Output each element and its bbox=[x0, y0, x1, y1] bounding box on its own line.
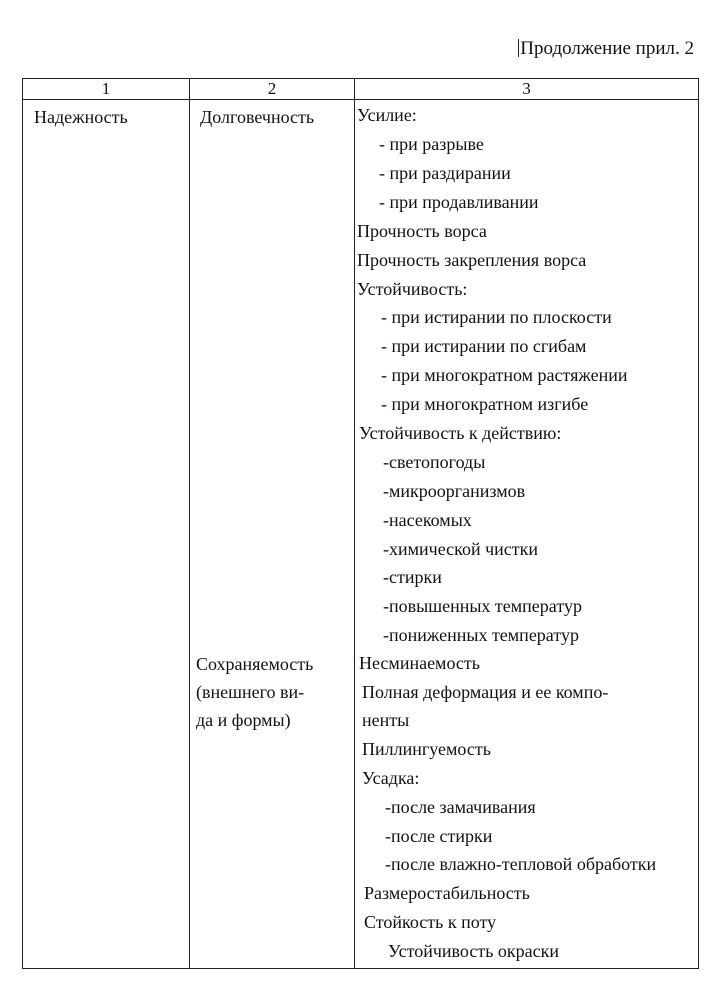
indicator-line: Несминаемость bbox=[359, 653, 480, 673]
column-header-1: 1 bbox=[23, 79, 190, 100]
indicator-line: Стойкость к поту bbox=[364, 912, 497, 932]
group-label: Надежность bbox=[34, 107, 128, 127]
continuation-heading bbox=[518, 38, 694, 60]
indicator-line: Прочность закрепления ворса bbox=[357, 250, 587, 270]
cell-group bbox=[23, 100, 190, 969]
column-header-2: 2 bbox=[190, 79, 355, 100]
subgroup-preservation-line: да и формы) bbox=[196, 710, 291, 730]
indicator-line: - при истирании по сгибам bbox=[381, 336, 587, 356]
indicator-line: -после замачивания bbox=[385, 797, 536, 817]
indicator-line: Устойчивость окраски bbox=[388, 941, 560, 961]
cell-subgroup bbox=[190, 100, 355, 969]
subgroup-durability: Долговечность bbox=[200, 107, 315, 127]
indicator-line: -стирки bbox=[383, 567, 442, 587]
subgroup-preservation-line: Сохраняемость bbox=[196, 654, 314, 674]
indicator-line: -после влажно-тепловой обработки bbox=[385, 854, 657, 874]
indicator-line: Пиллингуемость bbox=[362, 739, 491, 759]
indicator-line: -микроорганизмов bbox=[383, 481, 526, 501]
indicator-line: Прочность ворса bbox=[357, 221, 487, 241]
subgroup-preservation bbox=[196, 650, 313, 734]
indicator-line: -насекомых bbox=[383, 510, 472, 530]
indicator-line: - при многократном растяжении bbox=[381, 365, 628, 385]
heading-text: Продолжение прил. 2 bbox=[520, 38, 694, 59]
indicator-line: - при истирании по плоскости bbox=[381, 307, 612, 327]
indicator-line: - при раздирании bbox=[379, 163, 511, 183]
indicator-line: -химической чистки bbox=[383, 539, 539, 559]
indicator-line: -после стирки bbox=[385, 826, 493, 846]
table-header-row bbox=[23, 79, 699, 100]
column-header-3: 3 bbox=[355, 79, 699, 100]
indicator-line: - при продавливании bbox=[379, 192, 539, 212]
indicator-line: Устойчивость к действию: bbox=[359, 423, 562, 443]
indicator-line: Размеростабильность bbox=[364, 883, 530, 903]
indicator-line: -пониженных температур bbox=[383, 625, 579, 645]
indicator-line: Полная деформация и ее компо- bbox=[362, 682, 609, 702]
subgroup-preservation-line: (внешнего ви- bbox=[196, 682, 305, 702]
indicator-line: Устойчивость: bbox=[357, 279, 468, 299]
indicator-line: - при разрыве bbox=[379, 134, 484, 154]
indicator-line: -повышенных температур bbox=[383, 596, 582, 616]
indicator-line: ненты bbox=[362, 710, 410, 730]
properties-table bbox=[22, 78, 699, 969]
indicator-line: Усадка: bbox=[362, 768, 420, 788]
indicator-line: - при многократном изгибе bbox=[381, 394, 589, 414]
indicator-line: Усилие: bbox=[357, 105, 417, 125]
indicator-line: -светопогоды bbox=[383, 452, 486, 472]
